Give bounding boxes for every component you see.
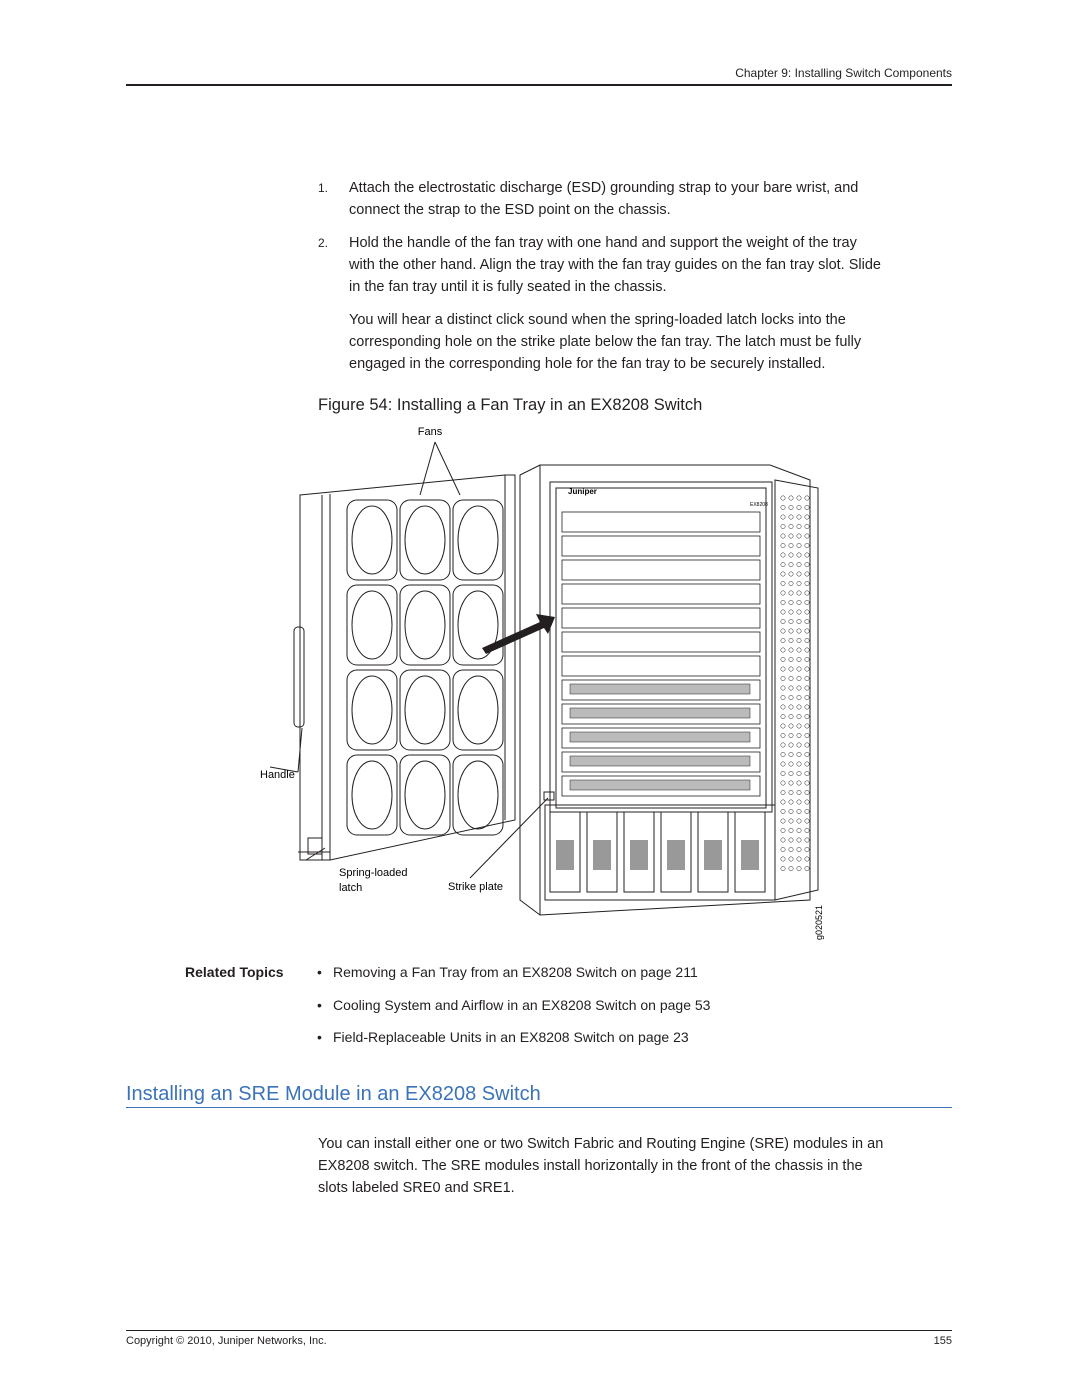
vent-hole [781, 572, 785, 576]
running-header: Chapter 9: Installing Switch Components [735, 66, 952, 80]
vent-hole [789, 619, 793, 623]
vent-hole [789, 543, 793, 547]
figure-title: Figure 54: Installing a Fan Tray in an EX8208 Switch [318, 396, 703, 414]
vent-hole [797, 866, 801, 870]
vent-hole [789, 505, 793, 509]
section-paragraph [318, 1133, 883, 1199]
strike-plate-label: Strike plate [448, 881, 504, 893]
vent-hole [805, 515, 809, 519]
vent-hole [805, 790, 809, 794]
vent-hole [805, 686, 809, 690]
vent-hole [781, 543, 785, 547]
vent-hole [805, 743, 809, 747]
vent-hole [805, 496, 809, 500]
vent-hole [789, 724, 793, 728]
bullet-icon: • [317, 1029, 322, 1045]
vent-hole [805, 819, 809, 823]
vent-hole [789, 572, 793, 576]
vent-hole [797, 619, 801, 623]
vent-hole [781, 752, 785, 756]
step-2-line: Hold the handle of the fan tray with one hand and support the weight of the tray [349, 235, 857, 251]
vent-hole [789, 610, 793, 614]
vent-hole [797, 581, 801, 585]
step-2-line: with the other hand. Align the tray with the fan tray guides on the fan tray slot. Slide [349, 257, 881, 273]
figure-id-label: g020521 [814, 904, 824, 940]
vent-hole [797, 809, 801, 813]
vent-hole [789, 496, 793, 500]
related-topics-label: Related Topics [185, 964, 284, 980]
vent-hole [789, 752, 793, 756]
vent-hole [805, 838, 809, 842]
vent-hole [789, 657, 793, 661]
vent-hole [789, 562, 793, 566]
vent-hole [797, 714, 801, 718]
vent-hole [789, 600, 793, 604]
vent-hole [797, 705, 801, 709]
port-block [570, 684, 750, 694]
module-slot [562, 560, 760, 580]
port-block [570, 780, 750, 790]
bullet-icon: • [317, 964, 322, 980]
vent-hole [797, 857, 801, 861]
step-1-line: Attach the electrostatic discharge (ESD) grounding strap to your bare wrist, and [349, 180, 859, 196]
vent-hole [781, 705, 785, 709]
vent-hole [781, 781, 785, 785]
vent-hole [797, 743, 801, 747]
related-topic-link[interactable]: Field-Replaceable Units in an EX8208 Switch on page 23 [333, 1029, 689, 1045]
vent-hole [805, 705, 809, 709]
vent-hole [805, 600, 809, 604]
vent-hole [805, 781, 809, 785]
vent-hole [781, 762, 785, 766]
vent-hole [797, 771, 801, 775]
module-slot [562, 584, 760, 604]
vent-hole [789, 553, 793, 557]
psu-vent [704, 840, 722, 870]
note-line: engaged in the corresponding hole for the fan tray to be securely installed. [349, 356, 826, 372]
vent-hole [797, 847, 801, 851]
vent-hole [789, 676, 793, 680]
psu-vent [667, 840, 685, 870]
vent-hole [797, 610, 801, 614]
vent-hole [789, 648, 793, 652]
module-slot [562, 512, 760, 532]
vent-hole [789, 524, 793, 528]
vent-hole [797, 676, 801, 680]
header-rule [126, 84, 952, 86]
vent-hole [781, 857, 785, 861]
vent-hole [781, 610, 785, 614]
vent-hole [805, 714, 809, 718]
vent-hole [805, 591, 809, 595]
vent-hole [789, 866, 793, 870]
vent-hole [781, 524, 785, 528]
vent-hole [797, 515, 801, 519]
vent-hole [797, 562, 801, 566]
step-1-number: 1. [318, 181, 329, 195]
module-slot [562, 656, 760, 676]
brand-label: Juniper [568, 487, 597, 496]
vent-hole [781, 800, 785, 804]
latch-label-line1: Spring-loaded [339, 867, 408, 879]
vent-hole [797, 781, 801, 785]
note-line: corresponding hole on the strike plate below the fan tray. The latch must be fully [349, 334, 862, 350]
vent-hole [797, 667, 801, 671]
section-title: Installing an SRE Module in an EX8208 Switch [126, 1083, 541, 1105]
vent-hole [797, 838, 801, 842]
vent-hole [781, 838, 785, 842]
psu-vent [593, 840, 611, 870]
vent-hole [805, 524, 809, 528]
vent-hole [797, 657, 801, 661]
psu-vent [741, 840, 759, 870]
section-rule [126, 1107, 952, 1108]
vent-hole [797, 648, 801, 652]
fans-label: Fans [417, 426, 443, 438]
latch-label-line2: latch [339, 882, 363, 894]
module-slot [562, 632, 760, 652]
strike-plate-shape [544, 792, 554, 800]
vent-hole [797, 505, 801, 509]
vent-hole [781, 828, 785, 832]
vent-hole [797, 800, 801, 804]
vent-hole [789, 781, 793, 785]
vent-hole [781, 847, 785, 851]
vent-hole [789, 819, 793, 823]
vent-hole [781, 667, 785, 671]
vent-hole [789, 629, 793, 633]
vent-hole [797, 695, 801, 699]
vent-hole [797, 752, 801, 756]
psu-vent [556, 840, 574, 870]
chassis-detail [550, 496, 809, 892]
vent-hole [789, 771, 793, 775]
step-2-line: in the fan tray until it is fully seated in the chassis. [349, 279, 667, 295]
fan-icon [400, 755, 450, 835]
fans-group [347, 500, 503, 835]
vent-hole [789, 686, 793, 690]
vent-hole [797, 762, 801, 766]
vent-hole [805, 847, 809, 851]
vent-hole [789, 809, 793, 813]
vent-hole [789, 790, 793, 794]
vent-hole [781, 638, 785, 642]
vent-hole [789, 695, 793, 699]
vent-hole [781, 733, 785, 737]
vent-hole [781, 866, 785, 870]
vent-hole [805, 828, 809, 832]
vent-hole [789, 714, 793, 718]
vent-hole [805, 866, 809, 870]
insert-arrow-icon [482, 614, 555, 654]
model-label: EX8208 [750, 502, 768, 508]
vent-hole [781, 714, 785, 718]
vent-hole [797, 543, 801, 547]
vent-hole [781, 724, 785, 728]
vent-hole [797, 600, 801, 604]
handle-shape [294, 627, 304, 727]
vent-hole [805, 534, 809, 538]
vent-hole [789, 800, 793, 804]
vent-hole [805, 771, 809, 775]
port-block [570, 732, 750, 742]
latch-note [349, 309, 861, 375]
strike-plate-callout-line [470, 798, 548, 878]
vent-hole [781, 790, 785, 794]
vent-hole [797, 629, 801, 633]
vent-hole [789, 847, 793, 851]
vent-hole [789, 534, 793, 538]
vent-hole [789, 591, 793, 595]
fan-icon [400, 500, 450, 580]
footer-rule [126, 1330, 952, 1331]
vent-hole [797, 496, 801, 500]
vent-hole [797, 724, 801, 728]
step-1-line: connect the strap to the ESD point on the chassis. [349, 202, 671, 218]
related-topic-link[interactable]: Cooling System and Airflow in an EX8208 Switch on page 53 [333, 997, 711, 1013]
vent-hole [789, 515, 793, 519]
vent-hole [805, 857, 809, 861]
port-block [570, 708, 750, 718]
vent-hole [797, 638, 801, 642]
fan-icon [400, 670, 450, 750]
related-topic-link[interactable]: Removing a Fan Tray from an EX8208 Switch on page 211 [333, 964, 698, 980]
vent-hole [805, 572, 809, 576]
vent-hole [789, 762, 793, 766]
vent-hole [797, 686, 801, 690]
vent-hole [797, 572, 801, 576]
vent-hole [781, 686, 785, 690]
paragraph-line: You can install either one or two Switch Fabric and Routing Engine (SRE) modules in an [318, 1136, 884, 1152]
vent-hole [789, 638, 793, 642]
vent-hole [789, 743, 793, 747]
vent-hole [781, 515, 785, 519]
vent-hole [805, 676, 809, 680]
vent-hole [781, 534, 785, 538]
vent-hole [789, 828, 793, 832]
vent-hole [797, 828, 801, 832]
vent-hole [789, 667, 793, 671]
vent-hole [781, 505, 785, 509]
fan-icon [347, 585, 397, 665]
fans-callout-line [420, 442, 435, 495]
vent-hole [781, 629, 785, 633]
fan-icon [347, 755, 397, 835]
module-slot [562, 536, 760, 556]
vent-hole [781, 648, 785, 652]
vent-hole [805, 553, 809, 557]
vent-hole [805, 752, 809, 756]
vent-hole [805, 581, 809, 585]
port-block [570, 756, 750, 766]
module-slot [562, 608, 760, 628]
vent-hole [805, 610, 809, 614]
vent-hole [781, 581, 785, 585]
vent-hole [789, 705, 793, 709]
handle-label: Handle [260, 769, 295, 781]
vent-hole [781, 695, 785, 699]
vent-hole [805, 733, 809, 737]
vent-hole [805, 543, 809, 547]
note-line: You will hear a distinct click sound when the spring-loaded latch locks into the [349, 312, 846, 328]
vent-hole [805, 619, 809, 623]
vent-hole [781, 809, 785, 813]
vent-hole [805, 695, 809, 699]
vent-hole [797, 733, 801, 737]
vent-hole [781, 771, 785, 775]
vent-hole [805, 648, 809, 652]
vent-hole [781, 562, 785, 566]
fan-icon [453, 500, 503, 580]
fan-icon [453, 755, 503, 835]
paragraph-line: slots labeled SRE0 and SRE1. [318, 1180, 515, 1196]
vent-hole [781, 676, 785, 680]
vent-hole [805, 762, 809, 766]
vent-hole [797, 790, 801, 794]
page-number: 155 [933, 1335, 952, 1347]
vent-hole [781, 743, 785, 747]
vent-hole [781, 553, 785, 557]
fan-icon [400, 585, 450, 665]
vent-hole [781, 657, 785, 661]
fan-icon [453, 670, 503, 750]
vent-hole [797, 534, 801, 538]
vent-hole [805, 809, 809, 813]
vent-hole [781, 619, 785, 623]
fan-tray-panel [300, 475, 515, 860]
fan-icon [347, 670, 397, 750]
vent-hole [805, 657, 809, 661]
vent-hole [797, 553, 801, 557]
vent-hole [781, 600, 785, 604]
vent-hole [789, 857, 793, 861]
step-1-text [349, 177, 858, 221]
vent-hole [789, 838, 793, 842]
paragraph-line: EX8208 switch. The SRE modules install horizontally in the front of the chassis in the [318, 1158, 863, 1174]
vent-hole [781, 496, 785, 500]
vent-hole [789, 581, 793, 585]
vent-hole [797, 819, 801, 823]
vent-hole [797, 524, 801, 528]
fans-callout-line [435, 442, 460, 495]
copyright-text: Copyright © 2010, Juniper Networks, Inc. [126, 1335, 327, 1347]
vent-hole [805, 629, 809, 633]
psu-vent [630, 840, 648, 870]
fan-tray-illustration [250, 420, 830, 950]
vent-hole [805, 800, 809, 804]
vent-hole [781, 819, 785, 823]
fan-icon [347, 500, 397, 580]
vent-hole [805, 724, 809, 728]
vent-hole [805, 562, 809, 566]
step-2-text [349, 232, 881, 298]
vent-hole [805, 667, 809, 671]
bullet-icon: • [317, 997, 322, 1013]
vent-hole [805, 505, 809, 509]
step-2-number: 2. [318, 236, 329, 250]
vent-hole [805, 638, 809, 642]
vent-hole [797, 591, 801, 595]
fan-icon [453, 585, 503, 665]
vent-hole [789, 733, 793, 737]
vent-hole [781, 591, 785, 595]
